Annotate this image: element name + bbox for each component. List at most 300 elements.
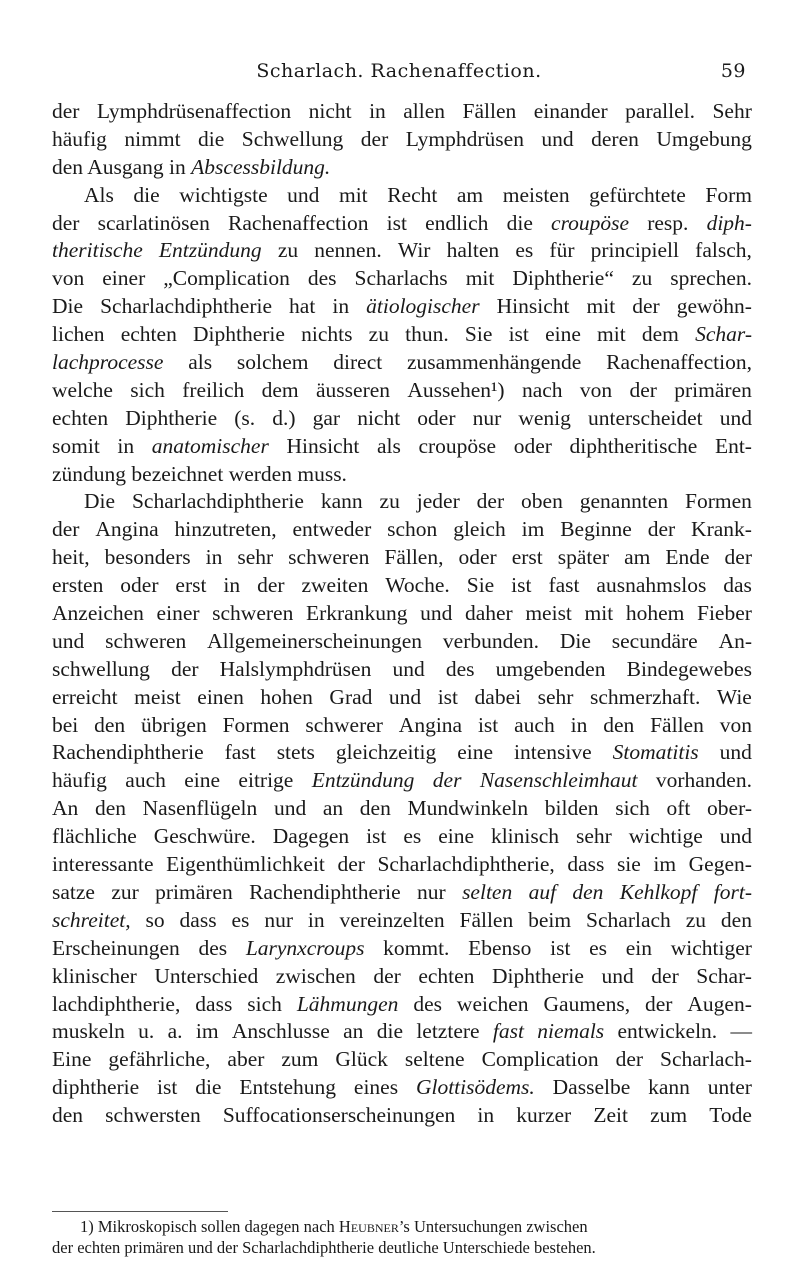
word: meist xyxy=(134,684,181,709)
word: der xyxy=(476,489,505,514)
word: d.) xyxy=(272,405,296,430)
text-line xyxy=(52,210,752,238)
word: Schar- xyxy=(696,963,752,988)
word: das xyxy=(723,573,752,598)
word: erst xyxy=(175,573,207,598)
word: echten xyxy=(418,963,475,988)
text-line xyxy=(52,656,752,684)
word: (s. xyxy=(234,405,256,430)
word: Suffocationserscheinungen xyxy=(222,1103,456,1128)
word: Nasenflügeln xyxy=(142,796,258,821)
word: in xyxy=(477,1103,495,1128)
word: Wie xyxy=(716,684,752,709)
word: intensive xyxy=(514,740,592,765)
word: schweren xyxy=(105,628,187,653)
footnote-line xyxy=(52,1216,752,1237)
word: Kehlkopf xyxy=(619,879,698,904)
text-line xyxy=(52,182,752,210)
text-line xyxy=(52,265,752,293)
word: Rachendiphtherie xyxy=(52,740,204,765)
word: zwischen xyxy=(275,963,356,988)
word: ist xyxy=(437,684,459,709)
word: welche xyxy=(52,377,113,402)
word: Entstehung xyxy=(239,1075,337,1100)
word: Dasselbe xyxy=(552,1075,631,1100)
word: diph- xyxy=(706,210,752,235)
word: Anschlusse xyxy=(231,1019,330,1044)
text-line xyxy=(52,572,752,600)
word: zu xyxy=(379,489,400,514)
word: der xyxy=(432,768,462,793)
word: oder xyxy=(120,573,159,598)
word: schon xyxy=(387,517,438,542)
word: Krank- xyxy=(691,517,752,542)
word: diphtheritische xyxy=(569,433,698,458)
word: Augen- xyxy=(687,991,752,1016)
word: zu xyxy=(277,238,299,263)
word: schwersten xyxy=(105,1103,201,1128)
word: Eigenthümlichkeit xyxy=(166,852,325,877)
word: fast xyxy=(492,1019,524,1044)
word: „Complication xyxy=(163,266,290,291)
word: und xyxy=(719,405,752,430)
word: der xyxy=(52,99,80,123)
word: Beginne xyxy=(560,517,632,542)
word: An xyxy=(52,796,79,821)
word: einen xyxy=(197,684,244,709)
word: schweren xyxy=(212,601,294,626)
word: ist xyxy=(366,824,387,849)
text-line xyxy=(52,684,752,712)
word: den xyxy=(572,879,604,904)
word: deren xyxy=(591,126,639,151)
word: hohem xyxy=(625,601,685,626)
word: lichen xyxy=(52,322,105,347)
word: ist xyxy=(386,210,407,235)
word: Recht xyxy=(387,182,438,207)
word: Aussehen¹) xyxy=(407,377,505,402)
word: Die xyxy=(52,294,84,319)
word: Fällen xyxy=(462,99,517,123)
word: nach xyxy=(521,377,563,402)
text-line xyxy=(52,1074,752,1102)
word: in xyxy=(117,433,135,458)
word: mit xyxy=(584,601,614,626)
word: Larynxcroups xyxy=(245,935,365,960)
word: secundäre xyxy=(611,628,698,653)
word: sehr xyxy=(537,684,574,709)
word: und xyxy=(273,796,307,821)
word: schweren xyxy=(288,545,370,570)
text-line xyxy=(52,98,752,126)
text-line xyxy=(52,154,752,182)
word: äusseren xyxy=(316,377,391,402)
word: einer xyxy=(156,601,200,626)
word: kurzer xyxy=(516,1103,572,1128)
word: von xyxy=(719,712,752,737)
word: in xyxy=(205,545,223,570)
word: der xyxy=(337,852,365,877)
word: meisten xyxy=(502,182,570,207)
word: Glück xyxy=(335,1047,388,1072)
word: oder xyxy=(513,433,552,458)
word: ist xyxy=(550,935,571,960)
word: auf xyxy=(528,879,557,904)
word: Sie xyxy=(464,322,493,347)
word: Grad xyxy=(329,684,373,709)
word: des xyxy=(445,656,475,681)
text-line xyxy=(52,907,752,935)
word: zu xyxy=(631,266,653,291)
text-run: den Ausgang in xyxy=(52,154,192,179)
word: im xyxy=(521,517,545,542)
word: es xyxy=(589,935,608,960)
word: von xyxy=(579,377,613,402)
word: ober- xyxy=(707,796,752,821)
word: Woche. xyxy=(385,573,450,598)
word: ätiologischer xyxy=(366,294,480,319)
word: Zeit xyxy=(593,1103,628,1128)
text-line xyxy=(52,405,752,433)
word: Form xyxy=(705,182,752,207)
word: häufig xyxy=(52,768,107,793)
text-line xyxy=(52,879,752,907)
word: zusammenhängende xyxy=(407,350,582,375)
text-line xyxy=(52,544,752,572)
word: umgebenden xyxy=(495,656,606,681)
word: aber xyxy=(227,1047,265,1072)
word: vorhanden. xyxy=(655,768,752,793)
word: schreitet, xyxy=(52,907,131,932)
text-line xyxy=(52,516,752,544)
word: und xyxy=(719,824,752,849)
text-line xyxy=(52,712,752,740)
word: der xyxy=(647,517,676,542)
word: letztere xyxy=(416,1019,480,1044)
word: im xyxy=(195,1019,219,1044)
word: der xyxy=(615,1047,644,1072)
word: und xyxy=(541,126,574,151)
word: Formen xyxy=(685,489,752,514)
text-line xyxy=(52,600,752,628)
word: lachdiphtherie, xyxy=(52,991,181,1016)
word: der xyxy=(171,656,199,681)
word: erst xyxy=(511,545,543,570)
word: mit xyxy=(465,266,495,291)
word: als xyxy=(188,350,213,375)
text-line xyxy=(52,349,752,377)
word: Entzündung xyxy=(158,238,262,263)
text-line xyxy=(52,126,752,154)
word: Diphtherie xyxy=(125,405,218,430)
word: Eine xyxy=(52,1047,92,1072)
word: Ende xyxy=(665,545,710,570)
word: diphtherie xyxy=(52,1075,140,1100)
word: principiell xyxy=(590,238,680,263)
word: des xyxy=(198,935,228,960)
word: auch xyxy=(125,768,166,793)
word: kann xyxy=(648,1075,690,1100)
word: thun. xyxy=(405,322,449,347)
word: halten xyxy=(446,238,500,263)
text-line xyxy=(52,293,752,321)
word: daher xyxy=(464,601,513,626)
word: eine xyxy=(184,768,221,793)
text-line xyxy=(52,628,752,656)
word: Scharlach- xyxy=(660,1047,752,1072)
word: niemals xyxy=(537,1019,605,1044)
word: und xyxy=(601,963,634,988)
word: Bindegewebes xyxy=(626,656,752,681)
word: primären xyxy=(674,377,752,402)
word: auch xyxy=(514,712,555,737)
word: der xyxy=(645,991,673,1016)
word: ausnahmslos xyxy=(596,573,707,598)
word: kann xyxy=(320,489,363,514)
word: Schwellung xyxy=(241,126,344,151)
word: fast xyxy=(224,740,256,765)
word: kommt. xyxy=(383,935,450,960)
word: Diphtherie xyxy=(491,963,584,988)
word: nichts xyxy=(301,322,353,347)
word: fast xyxy=(548,573,580,598)
word: somit xyxy=(52,433,100,458)
word: mit xyxy=(338,182,368,207)
word: die xyxy=(506,210,533,235)
word: Erkrankung xyxy=(305,601,408,626)
word: schwellung xyxy=(52,656,150,681)
word: schmerzhaft. xyxy=(589,684,701,709)
word: Fieber xyxy=(697,601,752,626)
word: Erscheinungen xyxy=(52,935,180,960)
word: ist xyxy=(477,712,499,737)
word: Fällen xyxy=(459,907,514,932)
word: Wir xyxy=(397,238,431,263)
word: croupöse xyxy=(551,210,630,235)
word: in xyxy=(307,907,325,932)
word: gar xyxy=(312,405,341,430)
text-line xyxy=(52,433,752,461)
word: der xyxy=(257,573,285,598)
word: den xyxy=(94,796,126,821)
word: dem xyxy=(641,322,679,347)
word: eines xyxy=(353,1075,399,1100)
word: Anzeichen xyxy=(52,601,144,626)
word: hat xyxy=(289,294,316,319)
word: gleich xyxy=(453,517,506,542)
word: lachprocesse xyxy=(52,350,164,375)
text-line xyxy=(52,935,752,963)
word: u. xyxy=(138,1019,155,1044)
word: dass xyxy=(179,907,217,932)
text-line xyxy=(52,991,752,1019)
word: Lähmungen xyxy=(296,991,399,1016)
word: echten xyxy=(120,322,177,347)
word: es xyxy=(231,907,250,932)
word: Rachenaffection xyxy=(228,210,369,235)
word: Geschwüre. xyxy=(153,824,256,849)
word: nur xyxy=(417,879,446,904)
word: in xyxy=(369,99,386,123)
word: a. xyxy=(167,1019,183,1044)
word: eine xyxy=(545,322,581,347)
word: gewöhn- xyxy=(676,294,752,319)
word: genannten xyxy=(579,489,669,514)
word: Die xyxy=(84,489,116,514)
word: jeder xyxy=(416,489,460,514)
word: flächliche xyxy=(52,824,137,849)
word: heit, xyxy=(52,545,90,570)
word: Scharlachs xyxy=(354,266,448,291)
word: von xyxy=(52,266,85,291)
word: wichtigste xyxy=(179,182,268,207)
word: klinischer xyxy=(52,963,137,988)
word: bilden xyxy=(544,796,599,821)
word: am xyxy=(624,545,651,570)
text-run: Heubner xyxy=(338,1217,399,1236)
word: ersten xyxy=(52,573,104,598)
word: zweiten xyxy=(301,573,369,598)
word: satze xyxy=(52,879,95,904)
word: einander xyxy=(533,99,608,123)
word: Lymphdrüsen xyxy=(405,126,524,151)
word: ist xyxy=(508,322,529,347)
word: in xyxy=(570,712,588,737)
word: parallel. xyxy=(625,99,696,123)
footnote-line xyxy=(52,1237,752,1258)
word: nur xyxy=(472,405,502,430)
text-line xyxy=(52,1046,752,1074)
word: am xyxy=(456,182,484,207)
word: muskeln xyxy=(52,1019,125,1044)
word: ist xyxy=(511,573,532,598)
word: zu xyxy=(685,907,707,932)
word: zum xyxy=(281,1047,319,1072)
word: und xyxy=(287,182,320,207)
word: fort- xyxy=(713,879,752,904)
text-line xyxy=(52,461,752,489)
word: wichtige xyxy=(628,824,703,849)
word: zum xyxy=(650,1103,688,1128)
page-number: 59 xyxy=(720,60,746,82)
word: übrigen xyxy=(141,712,207,737)
word: und xyxy=(52,628,85,653)
text-line xyxy=(52,377,752,405)
word: in xyxy=(223,573,241,598)
word: sehr xyxy=(237,545,274,570)
word: stets xyxy=(276,740,315,765)
word: Nasenschleimhaut xyxy=(479,768,638,793)
word: resp. xyxy=(647,210,689,235)
word: Die xyxy=(559,628,591,653)
text-run: zündung bezeichnet werden muss. xyxy=(52,461,347,486)
word: selten xyxy=(462,879,513,904)
text-line xyxy=(52,823,752,851)
word: oder xyxy=(417,405,456,430)
word: Complication xyxy=(481,1047,599,1072)
word: Hinsicht xyxy=(286,433,360,458)
word: erreicht xyxy=(52,684,118,709)
word: sprechen. xyxy=(670,266,752,291)
word: es xyxy=(515,238,534,263)
word: des xyxy=(307,266,337,291)
word: solchem xyxy=(236,350,309,375)
word: sie xyxy=(616,852,641,877)
word: dass xyxy=(195,991,233,1016)
word: die xyxy=(133,182,160,207)
word: der xyxy=(651,963,679,988)
word: an xyxy=(322,796,344,821)
text-run: 1) Mikroskopisch sollen dagegen nach xyxy=(80,1217,339,1236)
word: oft xyxy=(666,796,691,821)
word: Diphtherie“ xyxy=(512,266,614,291)
word: endlich xyxy=(425,210,489,235)
word: Angina xyxy=(398,712,463,737)
word: Schar- xyxy=(695,322,752,347)
word: verbunden. xyxy=(442,628,540,653)
text-run: der echten primären und der Scharlachdiphtherie deutliche Unterschiede bestehen. xyxy=(52,1238,596,1257)
word: Halslymphdrüsen xyxy=(219,656,372,681)
text-run: Abscessbildung. xyxy=(191,154,331,179)
word: An- xyxy=(718,628,752,653)
word: nennen. xyxy=(314,238,382,263)
word: den xyxy=(720,907,752,932)
word: eine xyxy=(457,740,494,765)
word: entweder xyxy=(292,517,372,542)
word: des xyxy=(413,991,442,1016)
word: Scharlachdiphtherie, xyxy=(377,852,555,877)
word: der xyxy=(360,126,389,151)
word: und xyxy=(719,740,752,765)
word: direct xyxy=(333,350,383,375)
word: falsch, xyxy=(695,238,752,263)
word: der xyxy=(724,545,752,570)
footnote-rule xyxy=(52,1211,228,1212)
word: Rachenaffection, xyxy=(606,350,752,375)
word: weichen xyxy=(456,991,529,1016)
word: freilich xyxy=(182,377,245,402)
word: vereinzelten xyxy=(339,907,445,932)
word: dabei xyxy=(474,684,522,709)
word: Ent- xyxy=(714,433,752,458)
word: meist xyxy=(525,601,572,626)
word: Fällen xyxy=(650,712,704,737)
text-line xyxy=(52,963,752,991)
word: Sie xyxy=(466,573,495,598)
word: mit xyxy=(597,322,626,347)
word: gefürchtete xyxy=(589,182,686,207)
word: gleichzeitig xyxy=(335,740,437,765)
word: der xyxy=(629,377,657,402)
word: als xyxy=(376,433,401,458)
word: Scharlachdiphtherie xyxy=(131,489,304,514)
word: Stomatitis xyxy=(612,740,699,765)
word: bei xyxy=(52,712,79,737)
word: unter xyxy=(707,1075,752,1100)
word: echten xyxy=(52,405,109,430)
text-line xyxy=(52,739,752,767)
word: häufig xyxy=(52,126,107,151)
word: und xyxy=(392,656,425,681)
body-text xyxy=(52,98,752,1130)
word: Diphtherie xyxy=(193,322,285,347)
word: sehr xyxy=(575,824,612,849)
word: Sehr xyxy=(712,99,752,123)
word: und xyxy=(420,601,453,626)
word: die xyxy=(195,1075,222,1100)
word: sich xyxy=(615,796,650,821)
word: Gegen- xyxy=(688,852,752,877)
